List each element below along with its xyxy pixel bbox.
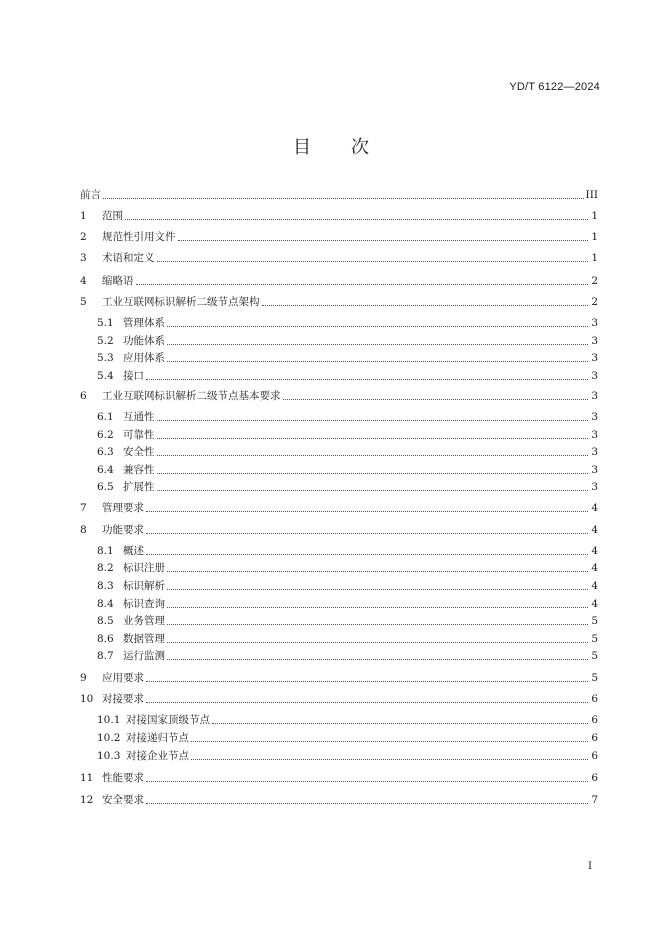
toc-entry-label: 性能要求 — [102, 772, 144, 784]
toc-entry[interactable] — [97, 713, 598, 727]
toc-entry-page: 3 — [591, 481, 598, 493]
toc-entry-page: 5 — [591, 650, 598, 662]
toc-entry[interactable] — [80, 771, 598, 785]
toc-entry-page: 1 — [591, 231, 598, 243]
toc-entry-number: 2 — [80, 231, 87, 243]
toc-entry-page: 2 — [591, 275, 598, 287]
toc-entry-page: 5 — [591, 615, 598, 627]
toc-dot-leader — [146, 680, 588, 682]
toc-dot-leader — [191, 740, 588, 742]
toc-dot-leader — [125, 218, 588, 220]
toc-entry-label: 概述 — [123, 545, 144, 557]
toc-entry-number: 5.2 — [97, 335, 114, 347]
toc-entry-number: 8 — [80, 524, 87, 536]
toc-dot-leader — [157, 260, 589, 262]
toc-entry-label: 安全性 — [123, 446, 155, 458]
toc-dot-leader — [157, 472, 589, 474]
toc-entry[interactable] — [97, 544, 598, 558]
toc-entry-label: 管理体系 — [123, 317, 165, 329]
toc-entry-label: 应用要求 — [102, 672, 144, 684]
toc-dot-leader — [146, 701, 588, 703]
toc-entry-page: 6 — [591, 732, 598, 744]
toc-entry-number: 8.6 — [97, 633, 114, 645]
toc-entry-page: 6 — [591, 714, 598, 726]
toc-dot-leader — [146, 553, 588, 555]
toc-entry-label: 对接国家顶级节点 — [126, 714, 210, 726]
toc-entry[interactable] — [80, 251, 598, 265]
toc-entry-label: 术语和定义 — [102, 252, 155, 264]
toc-entry[interactable] — [97, 334, 598, 348]
toc-entry-label: 范围 — [102, 210, 123, 222]
toc-entry[interactable] — [80, 295, 598, 309]
toc-dot-leader — [167, 623, 588, 625]
toc-entry[interactable] — [97, 480, 598, 494]
page-number: I — [588, 861, 592, 872]
toc-entry[interactable] — [97, 561, 598, 575]
toc-dot-leader — [146, 510, 588, 512]
toc-entry-number: 4 — [80, 275, 87, 287]
toc-entry-page: 6 — [591, 693, 598, 705]
toc-entry[interactable] — [97, 597, 598, 611]
document-number: YD/T 6122—2024 — [509, 81, 600, 93]
toc-entry[interactable] — [80, 274, 598, 288]
toc-dot-leader — [157, 454, 589, 456]
toc-entry[interactable] — [97, 316, 598, 330]
toc-entry[interactable] — [80, 230, 598, 244]
toc-entry-page: 4 — [591, 598, 598, 610]
toc-entry[interactable] — [97, 369, 598, 383]
toc-entry-number: 7 — [80, 502, 87, 514]
page-title: 目次 — [293, 137, 409, 158]
toc-entry-page: 3 — [591, 370, 598, 382]
toc-entry[interactable] — [97, 579, 598, 593]
toc-entry[interactable] — [97, 463, 598, 477]
toc-entry-number: 6 — [80, 390, 87, 402]
toc-entry-page: 3 — [591, 411, 598, 423]
toc-entry-page: 1 — [591, 252, 598, 264]
toc-entry-page: 3 — [591, 464, 598, 476]
toc-entry-label: 工业互联网标识解析二级节点基本要求 — [102, 390, 281, 402]
toc-entry-page: III — [585, 189, 598, 201]
toc-entry-label: 对接企业节点 — [126, 750, 189, 762]
toc-dot-leader — [167, 343, 588, 345]
toc-dot-leader — [167, 588, 588, 590]
toc-entry[interactable] — [97, 428, 598, 442]
toc-entry[interactable] — [97, 351, 598, 365]
toc-entry-number: 1 — [80, 210, 87, 222]
toc-entry-number: 8.1 — [97, 545, 114, 557]
toc-entry-number: 3 — [80, 252, 87, 264]
toc-entry[interactable] — [80, 671, 598, 685]
toc-dot-leader — [103, 197, 584, 199]
toc-dot-leader — [167, 606, 588, 608]
toc-entry-label: 标识查询 — [123, 598, 165, 610]
toc-entry-number: 5.3 — [97, 352, 114, 364]
toc-entry-page: 4 — [591, 545, 598, 557]
toc-dot-leader — [146, 780, 588, 782]
toc-entry-page: 5 — [591, 672, 598, 684]
toc-entry-page: 4 — [591, 502, 598, 514]
toc-entry-label: 互通性 — [123, 411, 155, 423]
toc-entry-number: 8.3 — [97, 580, 114, 592]
toc-entry-label: 规范性引用文件 — [102, 231, 176, 243]
toc-entry-page: 4 — [591, 562, 598, 574]
toc-dot-leader — [157, 419, 589, 421]
toc-entry-label: 缩略语 — [102, 275, 134, 287]
toc-entry-label: 对接递归节点 — [126, 732, 189, 744]
toc-entry-number: 5.1 — [97, 317, 114, 329]
toc-dot-leader — [167, 641, 588, 643]
toc-entry-page: 4 — [591, 580, 598, 592]
toc-entry-number: 6.3 — [97, 446, 114, 458]
toc-entry-number: 12 — [80, 794, 94, 806]
toc-entry-page: 2 — [591, 296, 598, 308]
toc-dot-leader — [167, 570, 588, 572]
toc-entry-label: 业务管理 — [123, 615, 165, 627]
toc-entry[interactable] — [80, 692, 598, 706]
toc-dot-leader — [191, 758, 588, 760]
toc-entry-number: 5.4 — [97, 370, 114, 382]
toc-entry-label: 数据管理 — [123, 633, 165, 645]
toc-entry-page: 3 — [591, 352, 598, 364]
toc-entry-number: 10 — [80, 693, 94, 705]
toc-entry-number: 6.2 — [97, 429, 114, 441]
toc-entry-number: 11 — [80, 772, 94, 784]
toc-entry-number: 10.2 — [97, 732, 121, 744]
toc-entry-page: 3 — [591, 446, 598, 458]
toc-entry-number: 8.7 — [97, 650, 114, 662]
toc-entry[interactable] — [97, 614, 598, 628]
toc-entry[interactable] — [80, 209, 598, 223]
toc-entry-page: 3 — [591, 429, 598, 441]
toc-dot-leader — [157, 489, 589, 491]
toc-dot-leader — [262, 304, 589, 306]
toc-entry-label: 前言 — [80, 189, 101, 201]
toc-entry-number: 6.5 — [97, 481, 114, 493]
toc-entry-label: 功能要求 — [102, 524, 144, 536]
toc-dot-leader — [167, 360, 588, 362]
toc-entry-number: 10.3 — [97, 750, 121, 762]
toc-entry-label: 对接要求 — [102, 693, 144, 705]
toc-dot-leader — [212, 722, 588, 724]
toc-entry-number: 6.4 — [97, 464, 114, 476]
toc-entry[interactable] — [97, 445, 598, 459]
toc-entry-label: 应用体系 — [123, 352, 165, 364]
toc-entry[interactable] — [97, 632, 598, 646]
toc-entry[interactable] — [80, 188, 598, 202]
toc-entry-number: 5 — [80, 296, 87, 308]
toc-entry-page: 4 — [591, 524, 598, 536]
toc-entry-page: 7 — [591, 794, 598, 806]
toc-entry-label: 兼容性 — [123, 464, 155, 476]
toc-entry-page: 3 — [591, 335, 598, 347]
toc-entry-label: 管理要求 — [102, 502, 144, 514]
toc-dot-leader — [157, 437, 589, 439]
toc-entry[interactable] — [97, 649, 598, 663]
toc-entry-number: 8.2 — [97, 562, 114, 574]
toc-dot-leader — [146, 532, 588, 534]
toc-dot-leader — [146, 378, 588, 380]
toc-entry-page: 6 — [591, 772, 598, 784]
toc-entry[interactable] — [80, 501, 598, 515]
toc-entry-number: 8.4 — [97, 598, 114, 610]
toc-dot-leader — [283, 398, 589, 400]
toc-entry[interactable] — [97, 749, 598, 763]
toc-entry-label: 接口 — [123, 370, 144, 382]
toc-entry[interactable] — [97, 410, 598, 424]
toc-entry-label: 标识解析 — [123, 580, 165, 592]
toc-entry[interactable] — [97, 731, 598, 745]
toc-entry-number: 9 — [80, 672, 87, 684]
toc-entry-page: 5 — [591, 633, 598, 645]
toc-entry[interactable] — [80, 523, 598, 537]
toc-entry-number: 8.5 — [97, 615, 114, 627]
toc-entry[interactable] — [80, 389, 598, 403]
toc-entry-label: 可靠性 — [123, 429, 155, 441]
toc-entry-number: 6.1 — [97, 411, 114, 423]
toc-entry-page: 6 — [591, 750, 598, 762]
toc-entry-page: 3 — [591, 390, 598, 402]
toc-entry-label: 安全要求 — [102, 794, 144, 806]
toc-entry-page: 3 — [591, 317, 598, 329]
toc-entry-label: 工业互联网标识解析二级节点架构 — [102, 296, 260, 308]
toc-entry-label: 运行监测 — [123, 650, 165, 662]
toc-entry-number: 10.1 — [97, 714, 121, 726]
toc-dot-leader — [167, 325, 588, 327]
toc-entry-label: 标识注册 — [123, 562, 165, 574]
toc-dot-leader — [146, 802, 588, 804]
toc-entry-page: 1 — [591, 210, 598, 222]
toc-dot-leader — [178, 239, 589, 241]
toc-dot-leader — [136, 283, 589, 285]
toc-entry-label: 扩展性 — [123, 481, 155, 493]
toc-entry-label: 功能体系 — [123, 335, 165, 347]
toc-entry[interactable] — [80, 793, 598, 807]
toc-dot-leader — [167, 658, 588, 660]
